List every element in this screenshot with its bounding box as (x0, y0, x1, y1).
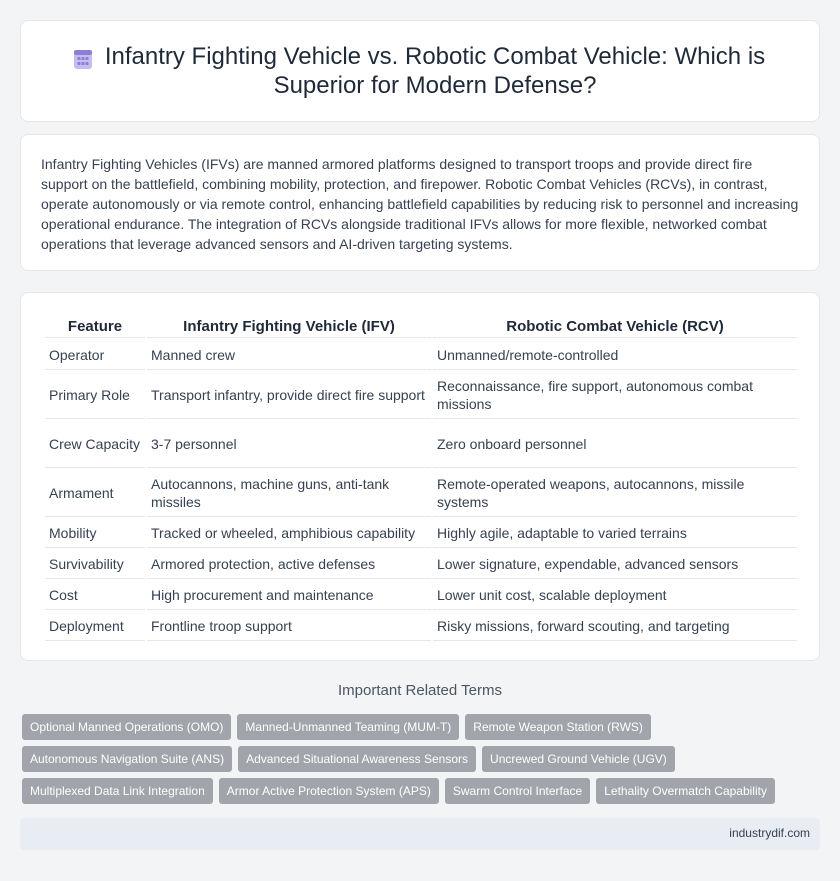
related-term-tag[interactable]: Autonomous Navigation Suite (ANS) (22, 746, 232, 772)
ifv-cell: Frontline troop support (147, 612, 431, 641)
table-row (45, 581, 797, 610)
related-terms-title: Important Related Terms (338, 682, 502, 699)
related-term-tag[interactable]: Remote Weapon Station (RWS) (465, 714, 651, 740)
rcv-cell: Highly agile, adaptable to varied terrains (433, 519, 797, 548)
ifv-cell: Manned crew (147, 340, 431, 370)
related-term-tag[interactable]: Swarm Control Interface (445, 778, 590, 804)
feature-cell: Survivability (45, 550, 145, 579)
related-term-tag[interactable]: Lethality Overmatch Capability (596, 778, 775, 804)
table-row (45, 421, 797, 468)
rcv-cell: Reconnaissance, fire support, autonomous combat missions (433, 372, 797, 419)
table-row (45, 470, 797, 517)
intro-paragraph: Infantry Fighting Vehicles (IFVs) are manned armored platforms designed to transport troops and provide direct fire support on the battlefield, combining mobility, protection, and firepower. Robotic Combat Vehicles (RCVs), in contrast, operate autonomously or via remote control, enhancing battlefield capabilities by reducing risk to personnel and increasing operational endurance. The integration of RCVs alongside traditional IFVs allows for more flexible, networked combat operations that leverage advanced sensors and AI-driven targeting systems. (41, 156, 799, 252)
tag-row (22, 714, 822, 740)
related-term-tag[interactable]: Optional Manned Operations (OMO) (22, 714, 231, 740)
rcv-cell: Zero onboard personnel (433, 421, 797, 468)
related-term-tag[interactable]: Manned-Unmanned Teaming (MUM-T) (237, 714, 459, 740)
feature-cell: Mobility (45, 519, 145, 548)
related-term-tag[interactable]: Armor Active Protection System (APS) (219, 778, 439, 804)
table-row (45, 612, 797, 641)
footer (20, 818, 820, 850)
rcv-cell: Lower unit cost, scalable deployment (433, 581, 797, 610)
rcv-cell: Remote-operated weapons, autocannons, missile systems (433, 470, 797, 517)
rcv-cell: Risky missions, forward scouting, and targeting (433, 612, 797, 641)
rcv-cell: Lower signature, expendable, advanced sensors (433, 550, 797, 579)
header-feature: Feature (45, 315, 145, 338)
table-row (45, 550, 797, 579)
related-term-tag[interactable]: Uncrewed Ground Vehicle (UGV) (482, 746, 675, 772)
feature-cell: Primary Role (45, 372, 145, 419)
table-row (45, 519, 797, 548)
ifv-cell: 3-7 personnel (147, 421, 431, 468)
ifv-cell: High procurement and maintenance (147, 581, 431, 610)
title-card (20, 20, 820, 122)
table-header-row (45, 315, 797, 338)
intro-card (20, 134, 820, 271)
page-title: Infantry Fighting Vehicle vs. Robotic Combat Vehicle: Which is Superior for Modern Defense? (104, 43, 766, 99)
comparison-table (43, 313, 799, 643)
header-rcv: Robotic Combat Vehicle (RCV) (433, 315, 797, 338)
related-term-tag[interactable]: Multiplexed Data Link Integration (22, 778, 213, 804)
feature-cell: Armament (45, 470, 145, 517)
ifv-cell: Armored protection, active defenses (147, 550, 431, 579)
rcv-cell: Unmanned/remote-controlled (433, 340, 797, 370)
table-row (45, 372, 797, 419)
feature-cell: Operator (45, 340, 145, 370)
feature-cell: Crew Capacity (45, 421, 145, 468)
feature-cell: Deployment (45, 612, 145, 641)
related-terms-list (22, 714, 822, 810)
comparison-card (20, 292, 820, 661)
header-ifv: Infantry Fighting Vehicle (IFV) (147, 315, 431, 338)
tag-row (22, 778, 822, 804)
table-row (45, 340, 797, 370)
related-term-tag[interactable]: Advanced Situational Awareness Sensors (238, 746, 476, 772)
ifv-cell: Autocannons, machine guns, anti-tank missiles (147, 470, 431, 517)
tag-row (22, 746, 822, 772)
ifv-cell: Tracked or wheeled, amphibious capability (147, 519, 431, 548)
footer-site-link[interactable]: industrydif.com (729, 826, 810, 840)
ifv-cell: Transport infantry, provide direct fire support (147, 372, 431, 419)
feature-cell: Cost (45, 581, 145, 610)
